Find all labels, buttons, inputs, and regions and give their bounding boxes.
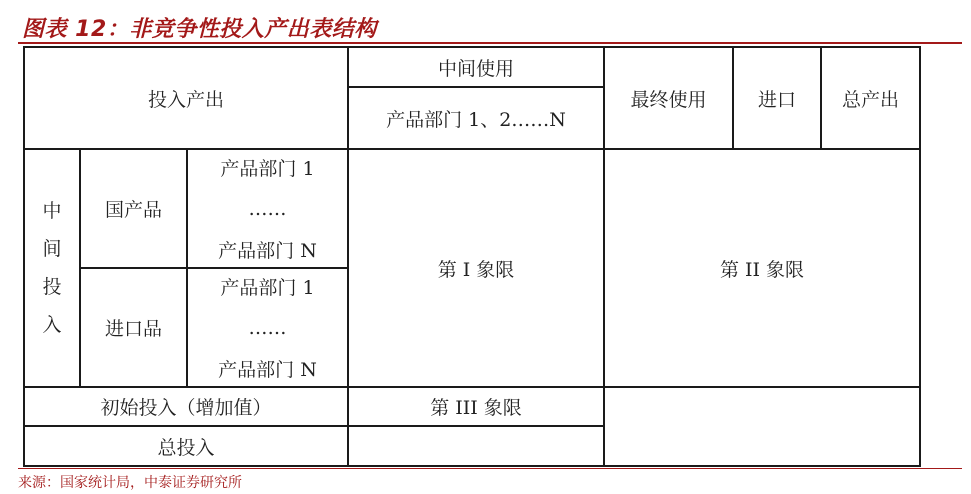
table-right-border [919,46,921,467]
total-input-label: 总投入 [157,436,215,459]
imported-sector-last: 产品部门 N [218,359,317,381]
title-rule [18,42,962,44]
header-total-output: 总产出 [841,88,899,111]
table-bottom-border [23,465,921,467]
domestic-sector-list [188,154,347,263]
quadrant-3: 第 III 象限 [430,397,522,419]
domestic-sector-ellipsis: …… [248,197,287,220]
imported-sector-first: 产品部门 1 [220,277,315,299]
header-final-use: 最终使用 [630,88,707,111]
intermediate-input-char: 间 [42,238,62,260]
imported-products-label: 进口品 [104,318,162,340]
figure-title: 图表 12：非竞争性投入产出表结构 [22,17,377,42]
source-note: 来源：国家统计局，中泰证券研究所 [18,475,242,491]
quadrant-1: 第 I 象限 [437,258,515,281]
imported-sector-ellipsis: …… [248,316,287,339]
domestic-products-label: 国产品 [104,199,162,221]
io-table [23,46,921,467]
intermediate-input-char: 入 [42,314,62,336]
header-input-output: 投入产出 [147,88,224,111]
domestic-sector-last: 产品部门 N [218,240,317,262]
header-intermediate-use: 中间使用 [437,57,514,80]
initial-input-label: 初始投入（增加值） [100,397,272,419]
quadrant-2: 第 II 象限 [719,258,805,281]
intermediate-input-char: 中 [42,200,62,222]
header-imports: 进口 [757,88,796,111]
domestic-sector-first: 产品部门 1 [220,158,315,180]
header-sectors-range: 产品部门 1、2……N [386,108,566,131]
intermediate-input-label [25,150,79,386]
source-rule [18,468,962,469]
intermediate-input-char: 投 [42,276,62,298]
imported-sector-list [188,273,347,382]
